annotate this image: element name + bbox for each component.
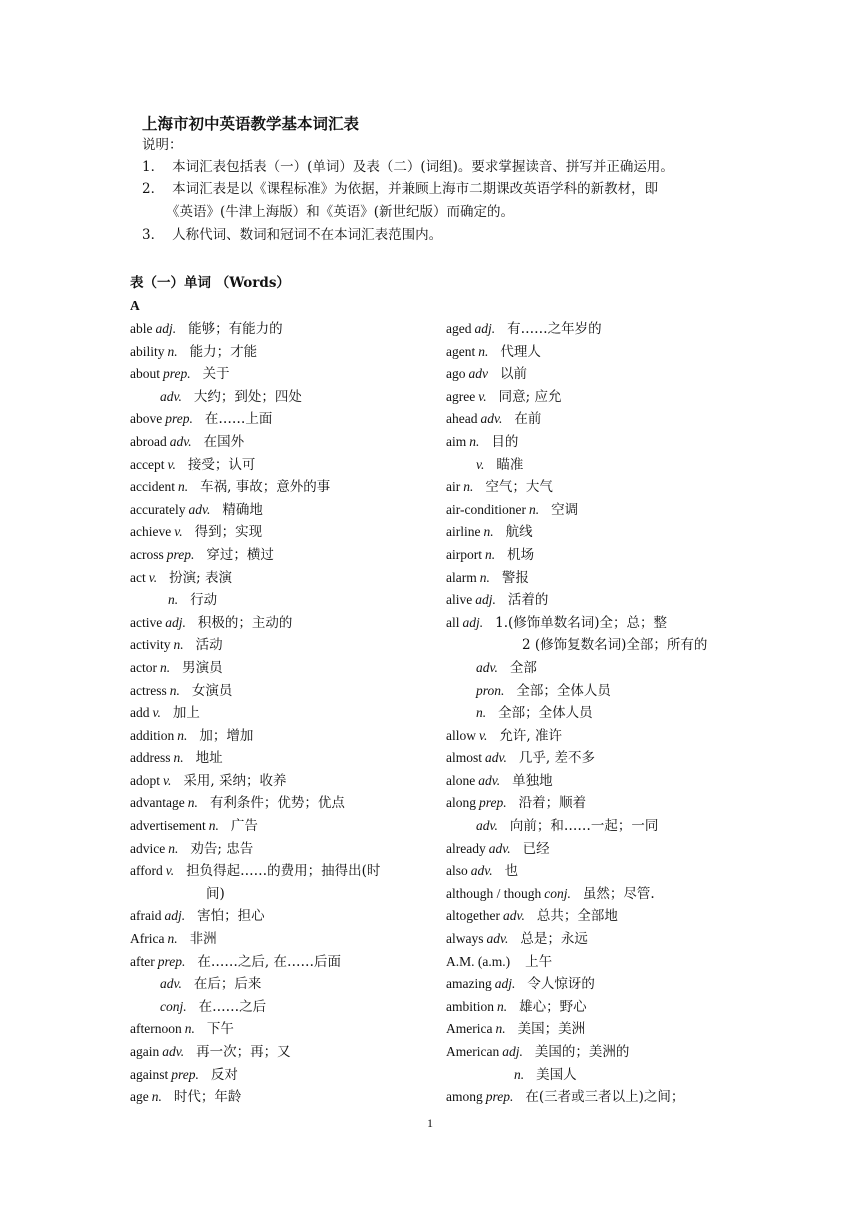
entry-part-of-speech: prep.: [485, 1089, 514, 1105]
entry-word: actor: [130, 659, 157, 675]
entry-word: ability: [130, 343, 165, 359]
entry-definition: 向前；和……一起；一同: [509, 818, 659, 835]
vocab-entry: [130, 386, 430, 409]
vocab-entry: [130, 838, 430, 861]
entry-word: advertisement: [130, 818, 206, 834]
vocab-entry: [446, 680, 766, 703]
vocab-entry: [446, 951, 766, 974]
entry-definition: 在……之后, 在……后面: [197, 953, 341, 970]
vocab-entry: [130, 905, 430, 928]
entry-word: aim: [446, 433, 467, 449]
entry-part-of-speech: v.: [167, 456, 176, 472]
entry-definition: 允许, 准许: [499, 727, 562, 744]
document-title: 上海市初中英语教学基本词汇表: [142, 114, 360, 133]
entry-word: able: [130, 321, 153, 336]
vocab-entry: [130, 657, 430, 680]
entry-word: adopt: [130, 772, 160, 788]
entry-definition: 单独地: [512, 772, 553, 789]
entry-part-of-speech: adj.: [502, 1044, 523, 1059]
vocab-entry: [446, 386, 766, 409]
entry-part-of-speech: v.: [152, 705, 161, 721]
entry-definition: 代理人: [500, 343, 541, 360]
entry-word: along: [446, 795, 476, 811]
entry-definition: 有……之年岁的: [507, 321, 602, 337]
vocab-entry: [446, 341, 766, 364]
entry-word: ahead: [446, 411, 478, 427]
vocab-entry: [130, 996, 430, 1019]
entry-word: alarm: [446, 569, 477, 585]
vocab-entry: [130, 725, 430, 748]
entry-part-of-speech: v.: [478, 388, 487, 404]
entry-definition: 在前: [514, 411, 542, 428]
vocab-entry: [130, 318, 430, 341]
entry-definition: 精确地: [222, 501, 263, 518]
vocab-entry: [446, 589, 766, 612]
entry-definition: 全部: [509, 659, 537, 676]
entry-part-of-speech: n.: [177, 727, 188, 743]
entry-part-of-speech: adv.: [160, 976, 182, 992]
entry-word: airport: [446, 546, 482, 562]
entry-definition: 1.(修饰单数名词)全；总；整: [495, 614, 668, 631]
entry-part-of-speech: adv.: [476, 818, 498, 834]
entry-word: amazing: [446, 976, 492, 992]
vocab-entry: [446, 567, 766, 590]
vocab-entry: [130, 1041, 430, 1064]
entry-definition: 总共；全部地: [536, 908, 618, 925]
entry-definition: 得到；实现: [194, 524, 263, 541]
entry-part-of-speech: pron.: [476, 682, 505, 698]
entry-part-of-speech: v.: [163, 772, 172, 788]
entry-definition: 再一次；再；又: [196, 1044, 291, 1060]
vocab-entry: [130, 747, 430, 770]
table-heading: 表（一）单词 （Words）: [130, 275, 290, 291]
entry-definition: 反对: [210, 1066, 238, 1083]
vocab-entry: [446, 815, 766, 838]
entry-word: accident: [130, 479, 175, 495]
entry-part-of-speech: adv.: [169, 433, 192, 449]
vocab-entry: [130, 951, 430, 974]
entry-definition: 在(三者或三者以上)之间；: [525, 1089, 685, 1106]
entry-definition: 几乎, 差不多: [518, 750, 595, 767]
entry-word: always: [446, 931, 484, 947]
entry-word: ambition: [446, 998, 494, 1014]
vocab-entry: [130, 612, 430, 635]
entry-definition: 在国外: [203, 433, 245, 450]
vocab-entry: [130, 634, 430, 657]
vocab-entry: [446, 476, 766, 499]
entry-definition: 穿过；横过: [206, 546, 274, 563]
entry-part-of-speech: adv.: [486, 931, 509, 947]
entry-word: address: [130, 750, 171, 766]
entry-definition: 男演员: [182, 659, 223, 676]
vocab-entry: [130, 860, 430, 883]
entry-word: afford: [130, 863, 163, 879]
entry-definition: 在……之后: [198, 998, 267, 1015]
vocab-entry: [130, 567, 430, 590]
entry-definition: 广告: [230, 818, 258, 835]
entry-definition: 2 (修饰复数名词)全部；所有的: [522, 637, 708, 654]
entry-part-of-speech: n.: [478, 343, 489, 359]
entry-definition: 有利条件；优势；优点: [209, 795, 345, 812]
entry-part-of-speech: n.: [167, 931, 178, 947]
vocab-entry: [446, 928, 766, 951]
entry-word: activity: [130, 637, 171, 653]
entry-part-of-speech: prep.: [163, 366, 191, 382]
entry-definition: 活着的: [507, 592, 549, 609]
notes-heading: 说明：: [142, 137, 183, 153]
entry-word: alone: [446, 772, 476, 788]
entry-part-of-speech: adj.: [475, 592, 496, 608]
vocab-entry: [446, 702, 766, 725]
note-item: [142, 226, 442, 244]
entry-definition: 活动: [195, 637, 223, 654]
entry-part-of-speech: n.: [168, 592, 179, 608]
entry-word: advice: [130, 840, 166, 856]
entry-part-of-speech: n.: [497, 998, 508, 1014]
vocab-entry: [446, 905, 766, 928]
entry-definition: 能力；才能: [189, 343, 258, 360]
entry-definition: 扮演; 表演: [169, 569, 232, 586]
entry-definition: 间): [206, 885, 225, 902]
entry-word: abroad: [130, 433, 167, 449]
vocab-entry: [130, 408, 430, 431]
entry-part-of-speech: v.: [479, 727, 488, 743]
entry-definition: 行动: [190, 592, 218, 609]
entry-part-of-speech: adj.: [462, 614, 484, 630]
vocab-entry: [446, 318, 766, 341]
entry-definition: 沿着；顺着: [518, 795, 587, 812]
entry-part-of-speech: n.: [167, 343, 178, 359]
entry-part-of-speech: prep.: [479, 795, 507, 811]
entry-definition: 同意; 应允: [498, 388, 562, 405]
entry-definition: 雄心；野心: [519, 998, 587, 1015]
entry-part-of-speech: n.: [514, 1066, 525, 1082]
entry-definition: 害怕；担心: [197, 908, 265, 925]
vocab-entry: [446, 521, 766, 544]
entry-definition: 担负得起……的费用；抽得出(时: [186, 863, 381, 880]
note-text: 人称代词、数词和冠词不在本词汇表范围内。: [172, 227, 443, 243]
entry-part-of-speech: n.: [479, 569, 490, 585]
entry-word: altogether: [446, 908, 500, 924]
entry-word: air-conditioner: [446, 501, 526, 517]
vocab-entry: [446, 431, 766, 454]
entry-part-of-speech: n.: [169, 682, 180, 698]
entry-part-of-speech: adv.: [476, 659, 498, 675]
entry-part-of-speech: n.: [177, 479, 189, 495]
vocab-entry: [130, 680, 430, 703]
entry-word: advantage: [130, 795, 185, 811]
entry-part-of-speech: v.: [476, 456, 485, 472]
vocab-entry: [446, 860, 766, 883]
entry-word: Africa: [130, 931, 165, 947]
entry-definition: 美国人: [536, 1066, 577, 1083]
entry-word: A.M. (a.m.): [446, 953, 511, 969]
entry-part-of-speech: adj.: [494, 976, 516, 992]
vocab-entry: [446, 499, 766, 522]
entry-word: airline: [446, 524, 481, 540]
entry-definition: 劝告; 忠告: [190, 840, 254, 857]
entry-definition: 能够；有能力的: [188, 321, 283, 337]
vocab-entry: [130, 883, 430, 906]
entry-word: about: [130, 366, 160, 382]
entry-part-of-speech: n.: [528, 501, 540, 517]
entry-definition: 美国；美洲: [517, 1021, 586, 1038]
entry-part-of-speech: adv.: [162, 1044, 185, 1059]
entry-definition: 采用, 采纳；收养: [183, 772, 287, 789]
entry-part-of-speech: v.: [174, 524, 183, 540]
entry-definition: 加上: [172, 705, 200, 722]
note-number: 3．: [142, 227, 165, 243]
vocab-entry: [130, 792, 430, 815]
entry-part-of-speech: adj.: [155, 321, 177, 336]
entry-definition: 积极的；主动的: [197, 614, 293, 631]
vocab-entry: [446, 1086, 766, 1109]
entry-part-of-speech: adj.: [164, 908, 186, 924]
entry-part-of-speech: n.: [483, 524, 494, 540]
entry-definition: 加；增加: [199, 727, 254, 744]
entry-word: addition: [130, 727, 175, 743]
letter-heading: A: [130, 298, 140, 313]
vocab-entry: [130, 499, 430, 522]
entry-word: almost: [446, 750, 482, 766]
entry-part-of-speech: conj.: [544, 885, 571, 901]
entry-definition: 地址: [195, 750, 223, 767]
vocab-entry: [446, 454, 766, 477]
entry-definition: 令人惊讶的: [527, 976, 595, 993]
entry-word: aged: [446, 321, 472, 336]
vocab-entry: [130, 521, 430, 544]
entry-word: agent: [446, 343, 476, 359]
entry-definition: 上午: [525, 953, 553, 970]
vocab-entry: [130, 815, 430, 838]
entry-definition: 全部；全体人员: [498, 705, 593, 722]
entry-word: also: [446, 863, 468, 879]
vocab-entry: [446, 725, 766, 748]
entry-word: all: [446, 614, 460, 630]
vocab-entry: [130, 702, 430, 725]
vocab-column-right: [446, 318, 766, 1109]
note-text: 本词汇表是以《课程标准》为依据，并兼顾上海市二期课改英语学科的新教材，即: [172, 181, 659, 197]
entry-word: American: [446, 1044, 500, 1059]
vocab-entry: [446, 1041, 766, 1064]
entry-part-of-speech: n.: [476, 705, 487, 721]
vocab-column-left: [130, 318, 430, 1109]
entry-part-of-speech: n.: [159, 659, 171, 675]
vocab-entry: [130, 589, 430, 612]
entry-word: after: [130, 953, 155, 969]
page-number: 1: [427, 1116, 433, 1130]
entry-definition: 总是；永远: [520, 931, 588, 948]
entry-part-of-speech: adv.: [470, 863, 493, 879]
vocab-entry: [446, 363, 766, 386]
entry-definition: 在后；后来: [193, 976, 262, 993]
entry-definition: 非洲: [189, 931, 217, 948]
entry-word: agree: [446, 388, 476, 404]
note-continuation: 《英语》(牛津上海版）和《英语》(新世纪版）而确定的。: [166, 204, 515, 220]
vocab-entry: [130, 454, 430, 477]
entry-part-of-speech: prep.: [166, 546, 195, 562]
vocab-entry: [446, 408, 766, 431]
entry-part-of-speech: adj.: [165, 614, 186, 630]
vocab-entry: [446, 612, 766, 635]
entry-part-of-speech: n.: [208, 818, 219, 834]
entry-definition: 虽然；尽管.: [582, 885, 655, 902]
entry-definition: 在……上面: [204, 411, 273, 428]
entry-part-of-speech: n.: [495, 1021, 506, 1037]
entry-part-of-speech: n.: [469, 433, 480, 449]
vocab-entry: [130, 928, 430, 951]
vocab-entry: [446, 544, 766, 567]
entry-definition: 瞄准: [496, 456, 524, 473]
entry-word: against: [130, 1066, 169, 1082]
entry-part-of-speech: adv.: [478, 772, 501, 788]
vocab-entry: [130, 1064, 430, 1087]
vocab-entry: [446, 973, 766, 996]
entry-word: across: [130, 546, 164, 562]
entry-definition: 以前: [500, 366, 527, 383]
vocab-entry: [130, 1018, 430, 1041]
vocab-entry: [130, 973, 430, 996]
entry-definition: 下午: [206, 1021, 234, 1038]
vocab-entry: [130, 1086, 430, 1109]
entry-word: achieve: [130, 524, 172, 540]
entry-definition: 大约；到处；四处: [193, 388, 302, 405]
entry-word: allow: [446, 727, 476, 743]
entry-part-of-speech: adv.: [485, 750, 507, 766]
vocab-entry: [446, 792, 766, 815]
entry-part-of-speech: adv.: [160, 388, 182, 404]
vocab-entry: [446, 634, 766, 657]
entry-part-of-speech: v.: [165, 863, 175, 879]
entry-word: although / though: [446, 885, 542, 901]
entry-word: actress: [130, 682, 167, 698]
vocab-entry: [446, 770, 766, 793]
entry-part-of-speech: n.: [187, 795, 198, 811]
entry-part-of-speech: adv.: [188, 501, 211, 517]
entry-part-of-speech: n.: [184, 1021, 195, 1037]
vocab-entry: [446, 1018, 766, 1041]
entry-part-of-speech: adv.: [502, 908, 525, 924]
entry-word: ago: [446, 366, 466, 382]
vocab-entry: [446, 1064, 766, 1087]
vocab-entry: [446, 747, 766, 770]
entry-word: act: [130, 569, 146, 585]
entry-word: already: [446, 840, 486, 856]
vocab-entry: [130, 770, 430, 793]
note-number: 1．: [142, 159, 165, 175]
entry-part-of-speech: n.: [168, 840, 179, 856]
entry-definition: 已经: [522, 840, 550, 857]
vocab-entry: [130, 431, 430, 454]
entry-part-of-speech: adv.: [488, 840, 511, 856]
entry-part-of-speech: v.: [148, 569, 158, 585]
entry-definition: 接受；认可: [187, 456, 256, 473]
entry-definition: 车祸, 事故；意外的事: [200, 479, 331, 496]
entry-part-of-speech: adv: [468, 366, 488, 382]
entry-part-of-speech: prep.: [171, 1066, 199, 1082]
entry-definition: 美国的；美洲的: [534, 1044, 630, 1060]
entry-definition: 航线: [505, 524, 533, 541]
vocab-entry: [130, 341, 430, 364]
vocab-entry: [130, 544, 430, 567]
entry-part-of-speech: conj.: [160, 998, 187, 1014]
entry-definition: 机场: [507, 546, 535, 563]
vocab-entry: [130, 476, 430, 499]
entry-definition: 目的: [491, 433, 519, 450]
note-item: [142, 158, 674, 176]
entry-definition: 警报: [501, 569, 529, 586]
entry-definition: 也: [504, 863, 519, 880]
vocab-entry: [446, 883, 766, 906]
entry-definition: 时代；年龄: [173, 1089, 242, 1106]
vocab-entry: [130, 363, 430, 386]
entry-definition: 关于: [202, 366, 230, 383]
entry-part-of-speech: n.: [173, 750, 184, 766]
entry-word: add: [130, 705, 150, 721]
entry-definition: 全部；全体人员: [516, 682, 611, 699]
entry-part-of-speech: n.: [151, 1089, 162, 1105]
entry-word: accept: [130, 456, 165, 472]
entry-part-of-speech: prep.: [165, 411, 193, 427]
entry-part-of-speech: adv.: [480, 411, 503, 427]
entry-word: alive: [446, 592, 473, 608]
entry-word: afternoon: [130, 1021, 182, 1037]
entry-part-of-speech: n.: [485, 546, 496, 562]
entry-part-of-speech: n.: [463, 479, 474, 495]
entry-part-of-speech: adj.: [474, 321, 496, 336]
vocab-entry: [446, 657, 766, 680]
note-number: 2．: [142, 181, 165, 197]
vocab-entry: [446, 838, 766, 861]
entry-part-of-speech: n.: [173, 637, 184, 653]
entry-word: again: [130, 1044, 160, 1059]
entry-part-of-speech: prep.: [157, 953, 186, 969]
entry-word: active: [130, 614, 163, 630]
note-item: [142, 180, 658, 198]
entry-word: accurately: [130, 501, 186, 517]
entry-word: above: [130, 411, 163, 427]
entry-word: air: [446, 479, 461, 495]
vocab-entry: [446, 996, 766, 1019]
entry-definition: 空气；大气: [485, 479, 553, 496]
entry-word: America: [446, 1021, 493, 1037]
entry-definition: 女演员: [191, 682, 233, 699]
entry-word: among: [446, 1089, 483, 1105]
entry-word: afraid: [130, 908, 162, 924]
entry-definition: 空调: [551, 501, 579, 518]
entry-word: age: [130, 1089, 149, 1105]
note-text: 本词汇表包括表（一）(单词）及表（二）(词组)。要求掌握读音、拼写并正确运用。: [172, 159, 674, 175]
